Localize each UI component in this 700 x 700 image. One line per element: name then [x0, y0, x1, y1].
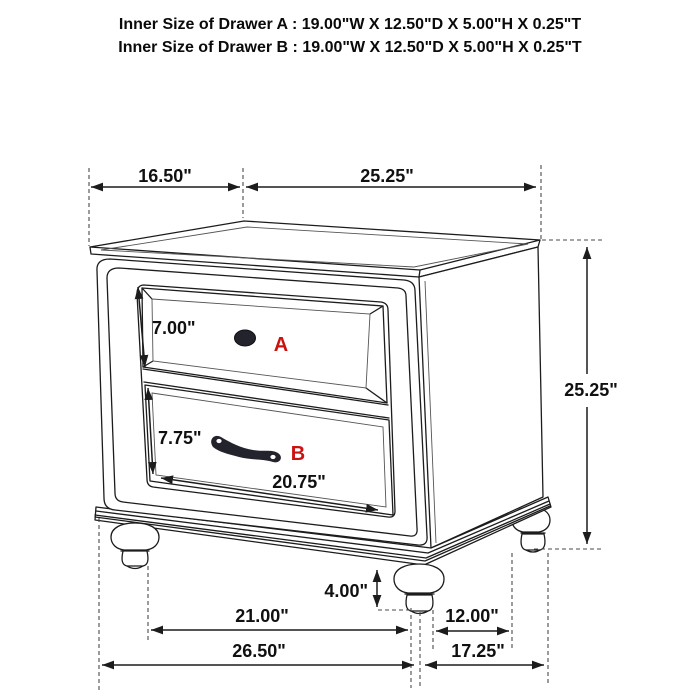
foot-taper [406, 595, 433, 611]
dim-overall-width [102, 641, 414, 665]
foot-front-left [111, 523, 159, 569]
foot-taper [122, 551, 148, 566]
foot-taper [521, 534, 545, 550]
foot-front-center [394, 564, 444, 614]
drawer-a-knob [235, 330, 256, 346]
handle-loop-left [216, 439, 221, 443]
drawer-b-label: B [290, 443, 306, 465]
dimension-label: 4.00" [324, 581, 368, 601]
side-panel [419, 247, 543, 548]
dim-overall-height [564, 247, 618, 544]
drawer-a-label: A [273, 334, 289, 356]
dimension-label: 7.75" [158, 428, 202, 448]
dimension-label: 12.00" [445, 606, 499, 626]
dim-front-feet-span [151, 606, 408, 630]
right-side-panel [419, 247, 543, 548]
foot-bun [111, 523, 159, 550]
nightstand-drawing [90, 221, 551, 614]
dimension-label: 7.00" [152, 318, 196, 338]
dim-overall-depth [425, 641, 544, 665]
dimension-label: 25.25" [360, 166, 414, 186]
dim-side-feet-span [436, 606, 509, 631]
handle-loop-right [270, 455, 275, 459]
spec-line-drawer-b: Inner Size of Drawer B : 19.00"W X 12.50"D X 5.00"H X 0.25"T [118, 39, 582, 56]
dim-top-depth [91, 166, 240, 187]
dimension-label: 21.00" [235, 606, 289, 626]
dimension-label: 16.50" [138, 166, 192, 186]
dim-foot-height [324, 570, 377, 607]
dim-top-width [246, 166, 536, 187]
foot-bun [394, 564, 444, 593]
dimension-label: 25.25" [564, 380, 618, 400]
dimension-label: 17.25" [451, 641, 505, 661]
dimension-label: 20.75" [272, 472, 326, 492]
dimension-label: 26.50" [232, 641, 286, 661]
spec-line-drawer-a: Inner Size of Drawer A : 19.00"W X 12.50"D X 5.00"H X 0.25"T [118, 16, 582, 33]
